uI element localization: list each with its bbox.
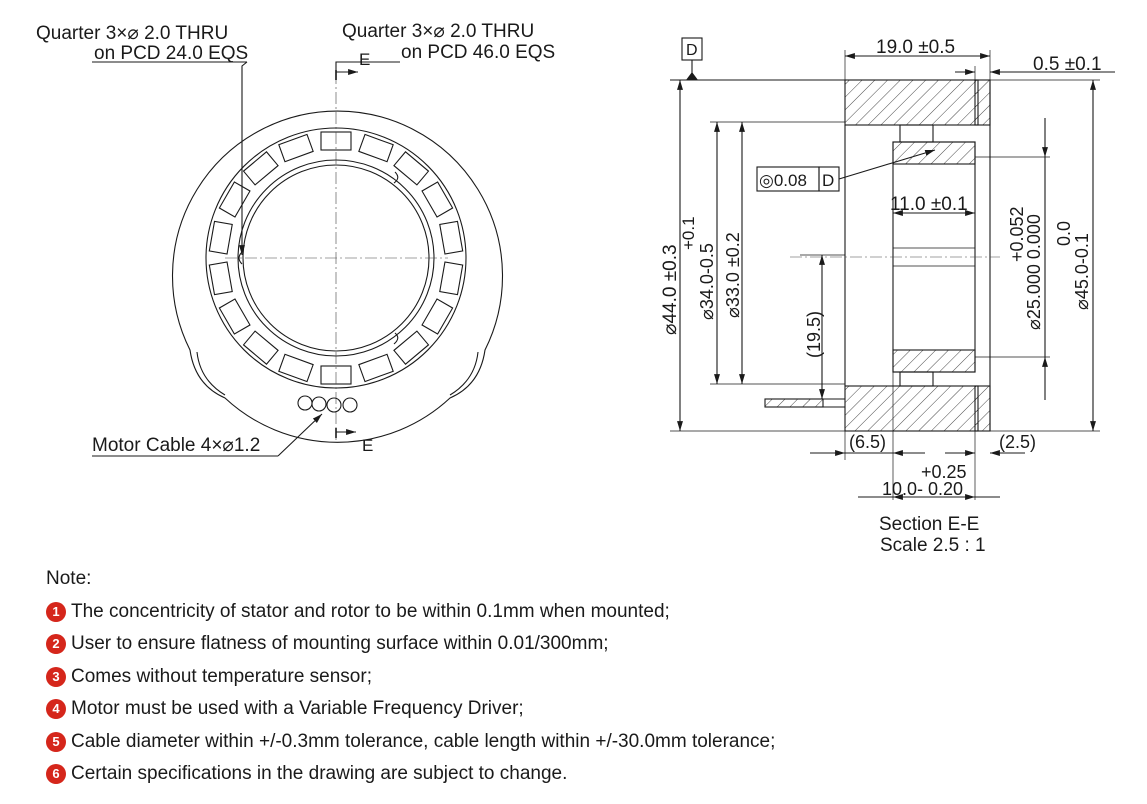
- concentricity-symbol: ◎0.08: [759, 171, 807, 190]
- dim-bore: ⌀25.000 0.000: [1024, 214, 1044, 330]
- stator-slot: [244, 152, 279, 185]
- dim-d33: ⌀33.0 ±0.2: [723, 232, 743, 318]
- dim-magnet-width: 11.0 ±0.1: [890, 194, 968, 215]
- dim-width: 19.0 ±0.5: [876, 37, 956, 58]
- note-item: [46, 726, 775, 759]
- notes-section: [46, 563, 775, 791]
- dim-10-tol: +0.25: [921, 462, 967, 482]
- stator-slot: [422, 182, 453, 217]
- dim-d34-tol: +0.1: [679, 216, 698, 250]
- dim-bore-tol: +0.052: [1007, 206, 1027, 262]
- section-title: Section E-E: [879, 514, 980, 535]
- dim-od45-tol: 0.0: [1054, 220, 1074, 246]
- stator-slot: [219, 182, 250, 217]
- concentricity-datum: D: [822, 171, 835, 190]
- note-number-badge: 2: [46, 634, 66, 654]
- section-scale: Scale 2.5 : 1: [880, 535, 986, 556]
- stator-slot: [219, 299, 250, 334]
- dim-od44: ⌀44.0 ±0.3: [660, 244, 681, 335]
- front-view: [36, 21, 555, 456]
- dim-d34: ⌀34.0-0.5: [697, 243, 717, 320]
- cable-holes: [298, 396, 357, 412]
- dim-od45: ⌀45.0-0.1: [1072, 233, 1092, 310]
- note-number-badge: 6: [46, 764, 66, 784]
- note-number-badge: 5: [46, 732, 66, 752]
- note-item: [46, 628, 775, 661]
- pcd-large-line2: on PCD 46.0 EQS: [401, 42, 556, 63]
- note-item: [46, 596, 775, 629]
- note-text: User to ensure flatness of mounting surface within 0.01/300mm;: [71, 633, 609, 654]
- section-view: [660, 37, 1115, 556]
- motor-cable-label: Motor Cable 4×⌀1.2: [92, 435, 261, 456]
- note-text: The concentricity of stator and rotor to be within 0.1mm when mounted;: [71, 600, 670, 622]
- note-number-badge: 1: [46, 602, 66, 622]
- section-mark-top: E: [359, 50, 371, 69]
- stator-slot: [209, 262, 232, 295]
- pcd-large-line1: Quarter 3×⌀ 2.0 THRU: [342, 21, 535, 42]
- dim-h19-5: (19.5): [804, 310, 824, 358]
- stator-slot: [440, 262, 463, 295]
- dim-6-5: (6.5): [849, 432, 887, 452]
- stator-slot: [394, 152, 429, 185]
- stator-slot: [440, 221, 463, 254]
- housing-bottom: [845, 386, 978, 431]
- pcd-small-line2: on PCD 24.0 EQS: [94, 43, 249, 64]
- notes-list: [46, 596, 775, 791]
- dim-step: 0.5 ±0.1: [1033, 54, 1102, 75]
- note-item: [46, 758, 775, 791]
- note-number-badge: 4: [46, 699, 66, 719]
- stator-slot: [394, 331, 429, 364]
- notes-heading: Note:: [46, 568, 92, 589]
- note-text: Comes without temperature sensor;: [71, 665, 372, 687]
- section-mark-bottom: E: [362, 436, 374, 455]
- housing-top: [845, 80, 978, 125]
- note-item: [46, 661, 775, 694]
- note-text: Cable diameter within +/-0.3mm tolerance, cable length within +/-30.0mm tolerance;: [71, 730, 776, 752]
- dim-10: 10.0- 0.20: [882, 479, 964, 499]
- stator-slot: [209, 221, 232, 254]
- datum-label: D: [686, 42, 698, 59]
- pcd-small-line1: Quarter 3×⌀ 2.0 THRU: [36, 23, 229, 44]
- note-number-badge: 3: [46, 667, 66, 687]
- note-text: Motor must be used with a Variable Frequency Driver;: [71, 698, 524, 719]
- note-text: Certain specifications in the drawing are subject to change.: [71, 763, 568, 784]
- stator-slot: [244, 331, 279, 364]
- stator-slot: [422, 299, 453, 334]
- note-item: [46, 693, 775, 726]
- dim-2-5: (2.5): [999, 432, 1037, 452]
